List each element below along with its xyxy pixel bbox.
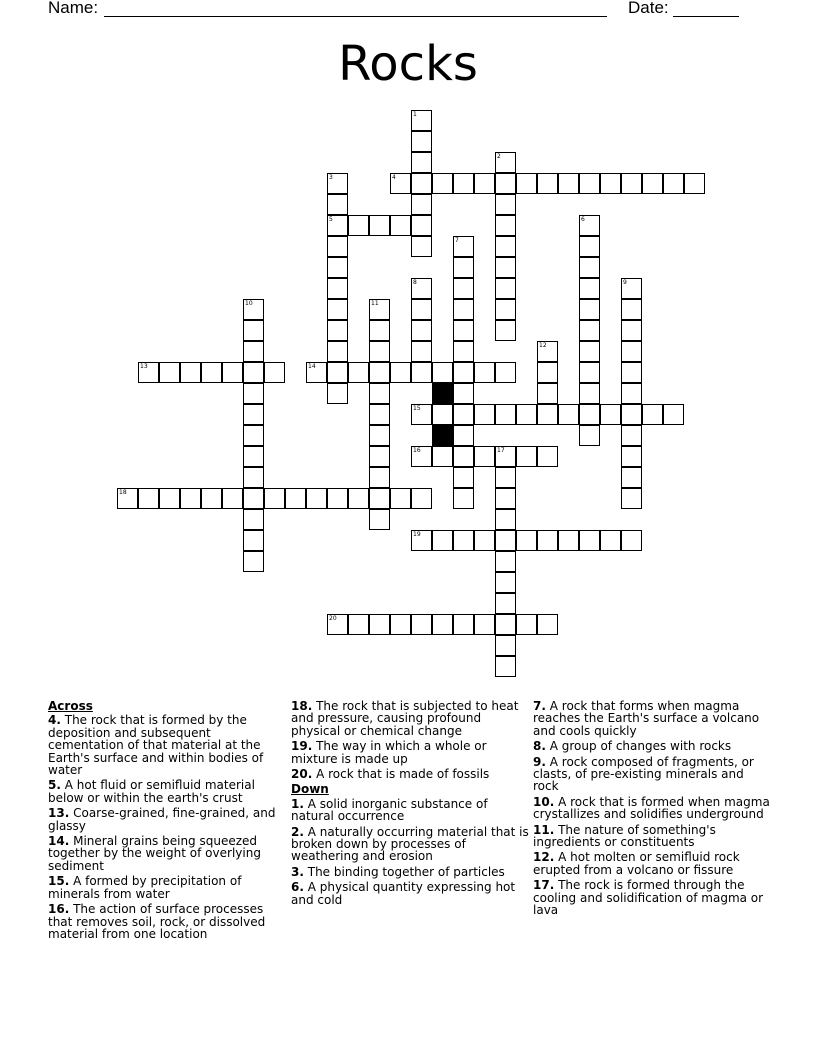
clue-number-10: 10: [245, 300, 253, 307]
clue-across-5: 5. A hot fluid or semifluid material below or within the earth's crust: [48, 778, 255, 805]
grid-cell[interactable]: [243, 404, 264, 425]
clue-number-2: 2: [497, 153, 501, 160]
grid-cell[interactable]: [453, 341, 474, 362]
grid-cell[interactable]: [495, 173, 516, 194]
clue-across-15: 15. A formed by precipitation of minerals from water: [48, 874, 242, 901]
clue-number-15: 15: [413, 405, 421, 412]
grid-cell[interactable]: [348, 488, 369, 509]
grid-cell[interactable]: [390, 614, 411, 635]
grid-cell[interactable]: [495, 614, 516, 635]
grid-cell[interactable]: [579, 257, 600, 278]
grid-cell[interactable]: [348, 362, 369, 383]
grid-cell[interactable]: [495, 509, 516, 530]
grid-cell[interactable]: [369, 425, 390, 446]
grid-cell[interactable]: [495, 299, 516, 320]
grid-cell[interactable]: [327, 194, 348, 215]
grid-cell[interactable]: [453, 320, 474, 341]
grid-cell[interactable]: [516, 173, 537, 194]
grid-cell[interactable]: [495, 320, 516, 341]
grid-cell[interactable]: [348, 215, 369, 236]
grid-cell[interactable]: [243, 362, 264, 383]
grid-cell[interactable]: [579, 404, 600, 425]
grid-cell[interactable]: [411, 236, 432, 257]
clue-number-14: 14: [308, 363, 316, 370]
grid-cell[interactable]: [579, 362, 600, 383]
grid-cell[interactable]: [432, 404, 453, 425]
grid-cell[interactable]: [285, 488, 306, 509]
clue-down-10: 10. A rock that is formed when magma crystallizes and solidifies underground: [533, 794, 770, 822]
grid-cell[interactable]: [621, 446, 642, 467]
grid-cell[interactable]: [558, 404, 579, 425]
grid-cell[interactable]: [621, 341, 642, 362]
grid-cell[interactable]: [264, 488, 285, 509]
grid-cell[interactable]: [411, 488, 432, 509]
clue-down-6: 6. A physical quantity expressing hot and cold: [291, 880, 516, 907]
grid-cell[interactable]: [495, 236, 516, 257]
grid-cell[interactable]: [516, 530, 537, 551]
clue-down-8: 8. A group of changes with rocks: [533, 739, 732, 754]
grid-cell[interactable]: [621, 320, 642, 341]
clue-number-19: 19: [413, 531, 421, 538]
grid-cell[interactable]: [621, 383, 642, 404]
grid-cell[interactable]: [369, 614, 390, 635]
grid-cell[interactable]: [621, 173, 642, 194]
grid-cell[interactable]: [558, 173, 579, 194]
clue-number-18: 18: [119, 489, 127, 496]
grid-cell[interactable]: [516, 614, 537, 635]
page-title: Rocks: [338, 36, 478, 92]
grid-cell[interactable]: [474, 404, 495, 425]
grid-cell[interactable]: [453, 614, 474, 635]
clue-down-9: 9. A rock composed of fragments, or clasts, of pre-existing minerals and rock: [533, 754, 754, 794]
grid-cell[interactable]: [369, 404, 390, 425]
clue-number-16: 16: [413, 447, 421, 454]
across-heading: Across: [48, 699, 93, 713]
grid-cell[interactable]: [537, 362, 558, 383]
black-square: [432, 425, 453, 446]
grid-cell[interactable]: [621, 467, 642, 488]
clue-across-19: 19. The way in which a whole or mixture is made up: [291, 739, 487, 766]
grid-cell[interactable]: [474, 614, 495, 635]
grid-cell[interactable]: [411, 614, 432, 635]
grid-cell[interactable]: [537, 446, 558, 467]
clue-number-9: 9: [623, 279, 627, 286]
grid-cell[interactable]: [579, 278, 600, 299]
grid-cell[interactable]: [432, 446, 453, 467]
grid-cell[interactable]: [432, 362, 453, 383]
grid-cell[interactable]: [579, 425, 600, 446]
grid-cell[interactable]: [453, 173, 474, 194]
grid-cell[interactable]: [453, 446, 474, 467]
grid-cell[interactable]: [369, 362, 390, 383]
grid-cell[interactable]: [453, 362, 474, 383]
grid-cell[interactable]: [243, 530, 264, 551]
grid-cell[interactable]: [243, 509, 264, 530]
clue-across-4: 4. The rock that is formed by the deposition and subsequent cementation of that material at the Earth's surface and within bodies of water: [48, 713, 264, 778]
grid-cell[interactable]: [411, 152, 432, 173]
grid-cell[interactable]: [243, 425, 264, 446]
clue-down-3: 3. The binding together of particles: [291, 864, 505, 879]
grid-cell[interactable]: [369, 341, 390, 362]
grid-cell[interactable]: [495, 635, 516, 656]
grid-cell[interactable]: [327, 236, 348, 257]
grid-cell[interactable]: [159, 488, 180, 509]
grid-cell[interactable]: [495, 467, 516, 488]
grid-cell[interactable]: [411, 131, 432, 152]
grid-cell[interactable]: [579, 236, 600, 257]
grid-cell[interactable]: [369, 215, 390, 236]
grid-cell[interactable]: [180, 362, 201, 383]
grid-cell[interactable]: [621, 404, 642, 425]
grid-cell[interactable]: [327, 257, 348, 278]
grid-cell[interactable]: [621, 362, 642, 383]
grid-cell[interactable]: [579, 530, 600, 551]
grid-cell[interactable]: [432, 530, 453, 551]
grid-cell[interactable]: [180, 488, 201, 509]
grid-cell[interactable]: [600, 404, 621, 425]
grid-cell[interactable]: [663, 404, 684, 425]
grid-cell[interactable]: [495, 362, 516, 383]
grid-cell[interactable]: [411, 194, 432, 215]
date-label: Date:: [628, 0, 669, 17]
grid-cell[interactable]: [516, 404, 537, 425]
grid-cell[interactable]: [495, 593, 516, 614]
clue-number-8: 8: [413, 279, 417, 286]
grid-cell[interactable]: [453, 299, 474, 320]
grid-cell[interactable]: [243, 341, 264, 362]
grid-cell[interactable]: [558, 530, 579, 551]
clue-number-6: 6: [581, 216, 585, 223]
grid-cell[interactable]: [243, 320, 264, 341]
grid-cell[interactable]: [453, 488, 474, 509]
grid-cell[interactable]: [369, 446, 390, 467]
grid-cell[interactable]: [621, 299, 642, 320]
clue-down-2: 2. A naturally occurring material that is broken down by processes of weathering and erosion: [291, 824, 529, 864]
grid-cell[interactable]: [621, 530, 642, 551]
grid-cell[interactable]: [579, 320, 600, 341]
grid-cell[interactable]: [411, 215, 432, 236]
clue-number-13: 13: [140, 363, 148, 370]
grid-cell[interactable]: [642, 404, 663, 425]
grid-cell[interactable]: [327, 488, 348, 509]
grid-cell[interactable]: [306, 488, 327, 509]
grid-cell[interactable]: [411, 320, 432, 341]
clue-number-11: 11: [371, 300, 379, 307]
grid-cell[interactable]: [495, 194, 516, 215]
clue-column-3: [533, 700, 771, 920]
grid-cell[interactable]: [495, 215, 516, 236]
grid-cell[interactable]: [369, 488, 390, 509]
grid-cell[interactable]: [390, 362, 411, 383]
grid-cell[interactable]: [537, 404, 558, 425]
grid-cell[interactable]: [600, 173, 621, 194]
grid-cell[interactable]: [474, 530, 495, 551]
grid-cell[interactable]: [201, 362, 222, 383]
grid-cell[interactable]: [369, 467, 390, 488]
grid-cell[interactable]: [222, 488, 243, 509]
clue-down-11: 11. The nature of something's ingredients or constituents: [533, 822, 716, 850]
grid-cell[interactable]: [411, 299, 432, 320]
name-label: Name:: [48, 0, 99, 17]
grid-cell[interactable]: [495, 257, 516, 278]
clue-down-12: 12. A hot molten or semifluid rock erupted from a volcano or fissure: [533, 850, 740, 877]
grid-cell[interactable]: [243, 446, 264, 467]
grid-cell[interactable]: [453, 530, 474, 551]
clue-number-12: 12: [539, 342, 547, 349]
grid-cell[interactable]: [474, 173, 495, 194]
grid-cell[interactable]: [243, 383, 264, 404]
grid-cell[interactable]: [453, 383, 474, 404]
grid-cell[interactable]: [159, 362, 180, 383]
grid-cell[interactable]: [348, 614, 369, 635]
clue-across-14: 14. Mineral grains being squeezed together by the weight of overlying sediment: [48, 834, 261, 873]
grid-cell[interactable]: [495, 488, 516, 509]
grid-cell[interactable]: [327, 341, 348, 362]
black-square: [432, 383, 453, 404]
clue-number-20: 20: [329, 615, 337, 622]
grid-cell[interactable]: [537, 173, 558, 194]
grid-cell[interactable]: [411, 341, 432, 362]
grid-cell[interactable]: [432, 173, 453, 194]
clue-number-17: 17: [497, 447, 505, 454]
grid-cell[interactable]: [537, 530, 558, 551]
grid-cell[interactable]: [495, 551, 516, 572]
grid-cell[interactable]: [369, 509, 390, 530]
grid-cell[interactable]: [684, 173, 705, 194]
clue-number-3: 3: [329, 174, 333, 181]
grid-cell[interactable]: [369, 383, 390, 404]
grid-cell[interactable]: [432, 614, 453, 635]
clue-column-1: [48, 700, 286, 943]
clue-down-17: 17. The rock is formed through the cooling and solidification of magma or lava: [533, 878, 764, 918]
grid-cell[interactable]: [495, 572, 516, 593]
grid-cell[interactable]: [663, 173, 684, 194]
grid-cell[interactable]: [264, 362, 285, 383]
grid-cell[interactable]: [453, 278, 474, 299]
grid-cell[interactable]: [243, 467, 264, 488]
grid-cell[interactable]: [453, 425, 474, 446]
grid-cell[interactable]: [453, 257, 474, 278]
grid-cell[interactable]: [579, 383, 600, 404]
grid-cell[interactable]: [579, 173, 600, 194]
grid-cell[interactable]: [411, 173, 432, 194]
grid-cell[interactable]: [390, 215, 411, 236]
grid-cell[interactable]: [201, 488, 222, 509]
grid-cell[interactable]: [579, 299, 600, 320]
grid-cell[interactable]: [243, 488, 264, 509]
grid-cell[interactable]: [474, 446, 495, 467]
clue-across-20: 20. A rock that is made of fossils: [291, 767, 490, 782]
grid-cell[interactable]: [138, 488, 159, 509]
grid-cell[interactable]: [390, 488, 411, 509]
grid-cell[interactable]: [621, 488, 642, 509]
grid-cell[interactable]: [327, 278, 348, 299]
clue-down-7: 7. A rock that forms when magma reaches the Earth's surface a volcano and cools quickly: [533, 699, 760, 738]
grid-cell[interactable]: [579, 341, 600, 362]
clue-across-18: 18. The rock that is subjected to heat and pressure, causing profound physical or chemical change: [291, 699, 519, 738]
grid-cell[interactable]: [642, 173, 663, 194]
grid-cell[interactable]: [327, 383, 348, 404]
clue-down-1: 1. A solid inorganic substance of natural occurrence: [291, 796, 488, 824]
clue-column-2: [291, 700, 529, 909]
clue-number-5: 5: [329, 216, 333, 223]
grid-cell[interactable]: [600, 530, 621, 551]
grid-cell[interactable]: [537, 383, 558, 404]
grid-cell[interactable]: [453, 404, 474, 425]
grid-cell[interactable]: [495, 278, 516, 299]
clue-across-16: 16. The action of surface processes that removes soil, rock, or dissolved material from one location: [48, 902, 266, 941]
clue-number-1: 1: [413, 111, 417, 118]
grid-cell[interactable]: [369, 320, 390, 341]
grid-cell[interactable]: [495, 530, 516, 551]
clue-number-4: 4: [392, 174, 396, 181]
grid-cell[interactable]: [474, 362, 495, 383]
grid-cell[interactable]: [222, 362, 243, 383]
grid-cell[interactable]: [453, 467, 474, 488]
clue-number-7: 7: [455, 237, 459, 244]
grid-cell[interactable]: [621, 425, 642, 446]
grid-cell[interactable]: [516, 446, 537, 467]
grid-cell[interactable]: [411, 362, 432, 383]
down-heading: Down: [291, 782, 329, 797]
grid-cell[interactable]: [537, 614, 558, 635]
grid-cell[interactable]: [495, 404, 516, 425]
grid-cell[interactable]: [495, 656, 516, 677]
grid-cell[interactable]: [327, 299, 348, 320]
grid-cell[interactable]: [243, 551, 264, 572]
clue-across-13: 13. Coarse-grained, fine-grained, and glassy: [48, 806, 276, 833]
grid-cell[interactable]: [327, 362, 348, 383]
grid-cell[interactable]: [327, 320, 348, 341]
